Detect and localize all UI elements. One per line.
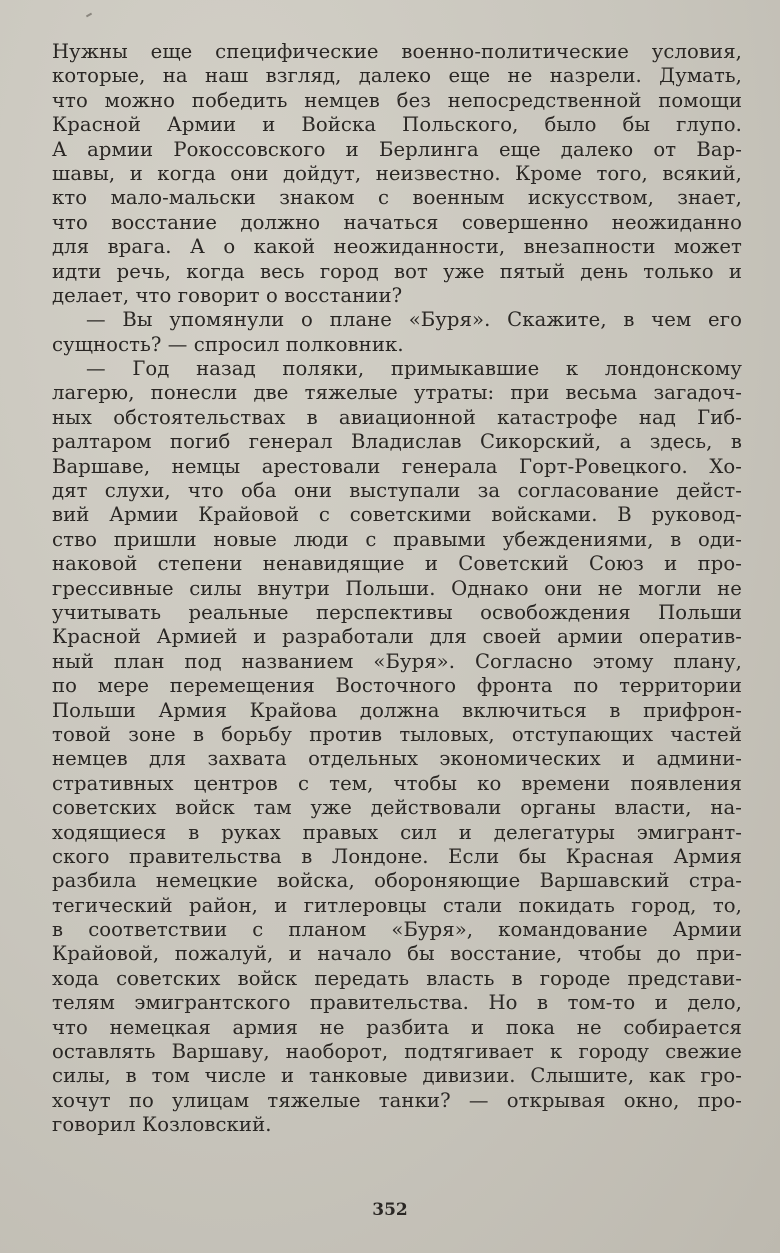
- text-line: грессивные силы внутри Польши. Однако они не могли не: [52, 576, 742, 600]
- text-line: для врага. А о какой неожиданности, внезапности может: [52, 235, 742, 259]
- text-line: кто мало-мальски знаком с военным искусством, знает,: [52, 186, 742, 210]
- text-line: товой зоне в борьбу против тыловых, отступающих частей: [52, 722, 742, 746]
- text-line: Крайовой, пожалуй, и начало бы восстание, чтобы до при-: [52, 942, 742, 966]
- text-line: тегический район, и гитлеровцы стали покидать город, то,: [52, 893, 742, 917]
- text-line: А армии Рокоссовского и Берлинга еще далеко от Вар-: [52, 137, 742, 161]
- text-line: — Год назад поляки, примыкавшие к лондонскому: [86, 357, 742, 381]
- text-line: в соответствии с планом «Буря», командование Армии: [52, 918, 742, 942]
- text-line: ралтаром погиб генерал Владислав Сикорский, а здесь, в: [52, 430, 742, 454]
- text-line: что восстание должно начаться совершенно неожиданно: [52, 210, 742, 234]
- text-line: — Вы упомянули о плане «Буря». Скажите, в чем его: [86, 308, 742, 332]
- text-line: идти речь, когда весь город вот уже пятый день только и: [52, 259, 742, 283]
- text-line: хочут по улицам тяжелые танки? — открывая окно, про-: [52, 1088, 742, 1112]
- text-line: силы, в том числе и танковые дивизии. Слышите, как гро-: [52, 1064, 742, 1088]
- text-line: Красной Армией и разработали для своей армии оператив-: [52, 625, 742, 649]
- text-line: ных обстоятельствах в авиационной катастрофе над Гиб-: [52, 405, 742, 429]
- text-line: ство пришли новые люди с правыми убеждениями, в оди-: [52, 527, 742, 551]
- text-line: что можно победить немцев без непосредственной помощи: [52, 88, 742, 112]
- text-line: шавы, и когда они дойдут, неизвестно. Кроме того, всякий,: [52, 161, 742, 185]
- text-line: хода советских войск передать власть в городе представи-: [52, 966, 742, 990]
- text-line: ского правительства в Лондоне. Если бы Красная Армия: [52, 844, 742, 868]
- text-line: что немецкая армия не разбита и пока не собирается: [52, 1015, 742, 1039]
- text-line: по мере перемещения Восточного фронта по территории: [52, 674, 742, 698]
- text-line: оставлять Варшаву, наоборот, подтягивает к городу свежие: [52, 1040, 742, 1064]
- text-line: разбила немецкие войска, обороняющие Варшавский стра-: [52, 869, 742, 893]
- text-line: делает, что говорит о восстании?: [52, 283, 403, 307]
- text-line: стративных центров с тем, чтобы ко времени появления: [52, 771, 742, 795]
- page-number: 352: [372, 1200, 408, 1220]
- text-line: дят слухи, что оба они выступали за согласование дейст-: [52, 479, 742, 503]
- text-line: говорил Козловский.: [52, 1113, 272, 1137]
- margin-mark: [86, 13, 92, 18]
- text-line: Польши Армия Крайова должна включиться в прифрон-: [52, 698, 742, 722]
- text-line: телям эмигрантского правительства. Но в том-то и дело,: [52, 991, 742, 1015]
- text-line: Варшаве, немцы арестовали генерала Горт-Ровецкого. Хо-: [52, 454, 742, 478]
- text-line: вий Армии Крайовой с советскими войсками. В руковод-: [52, 503, 742, 527]
- text-line: ходящиеся в руках правых сил и делегатуры эмигрант-: [52, 820, 742, 844]
- text-line: наковой степени ненавидящие и Советский Союз и про-: [52, 552, 742, 576]
- text-line: советских войск там уже действовали органы власти, на-: [52, 796, 742, 820]
- text-line: сущность? — спросил полковник.: [52, 332, 404, 356]
- text-line: учитывать реальные перспективы освобождения Польши: [52, 600, 742, 624]
- text-line: Нужны еще специфические военно-политические условия,: [52, 40, 742, 63]
- text-line: которые, на наш взгляд, далеко еще не назрели. Думать,: [52, 64, 742, 88]
- text-line: немцев для захвата отдельных экономических и админи-: [52, 747, 742, 771]
- text-line: лагерю, понесли две тяжелые утраты: при весьма загадоч-: [52, 381, 742, 405]
- text-line: Красной Армии и Войска Польского, было бы глупо.: [52, 113, 742, 137]
- text-line: ный план под названием «Буря». Согласно этому плану,: [52, 649, 742, 673]
- body-text: [52, 40, 742, 1138]
